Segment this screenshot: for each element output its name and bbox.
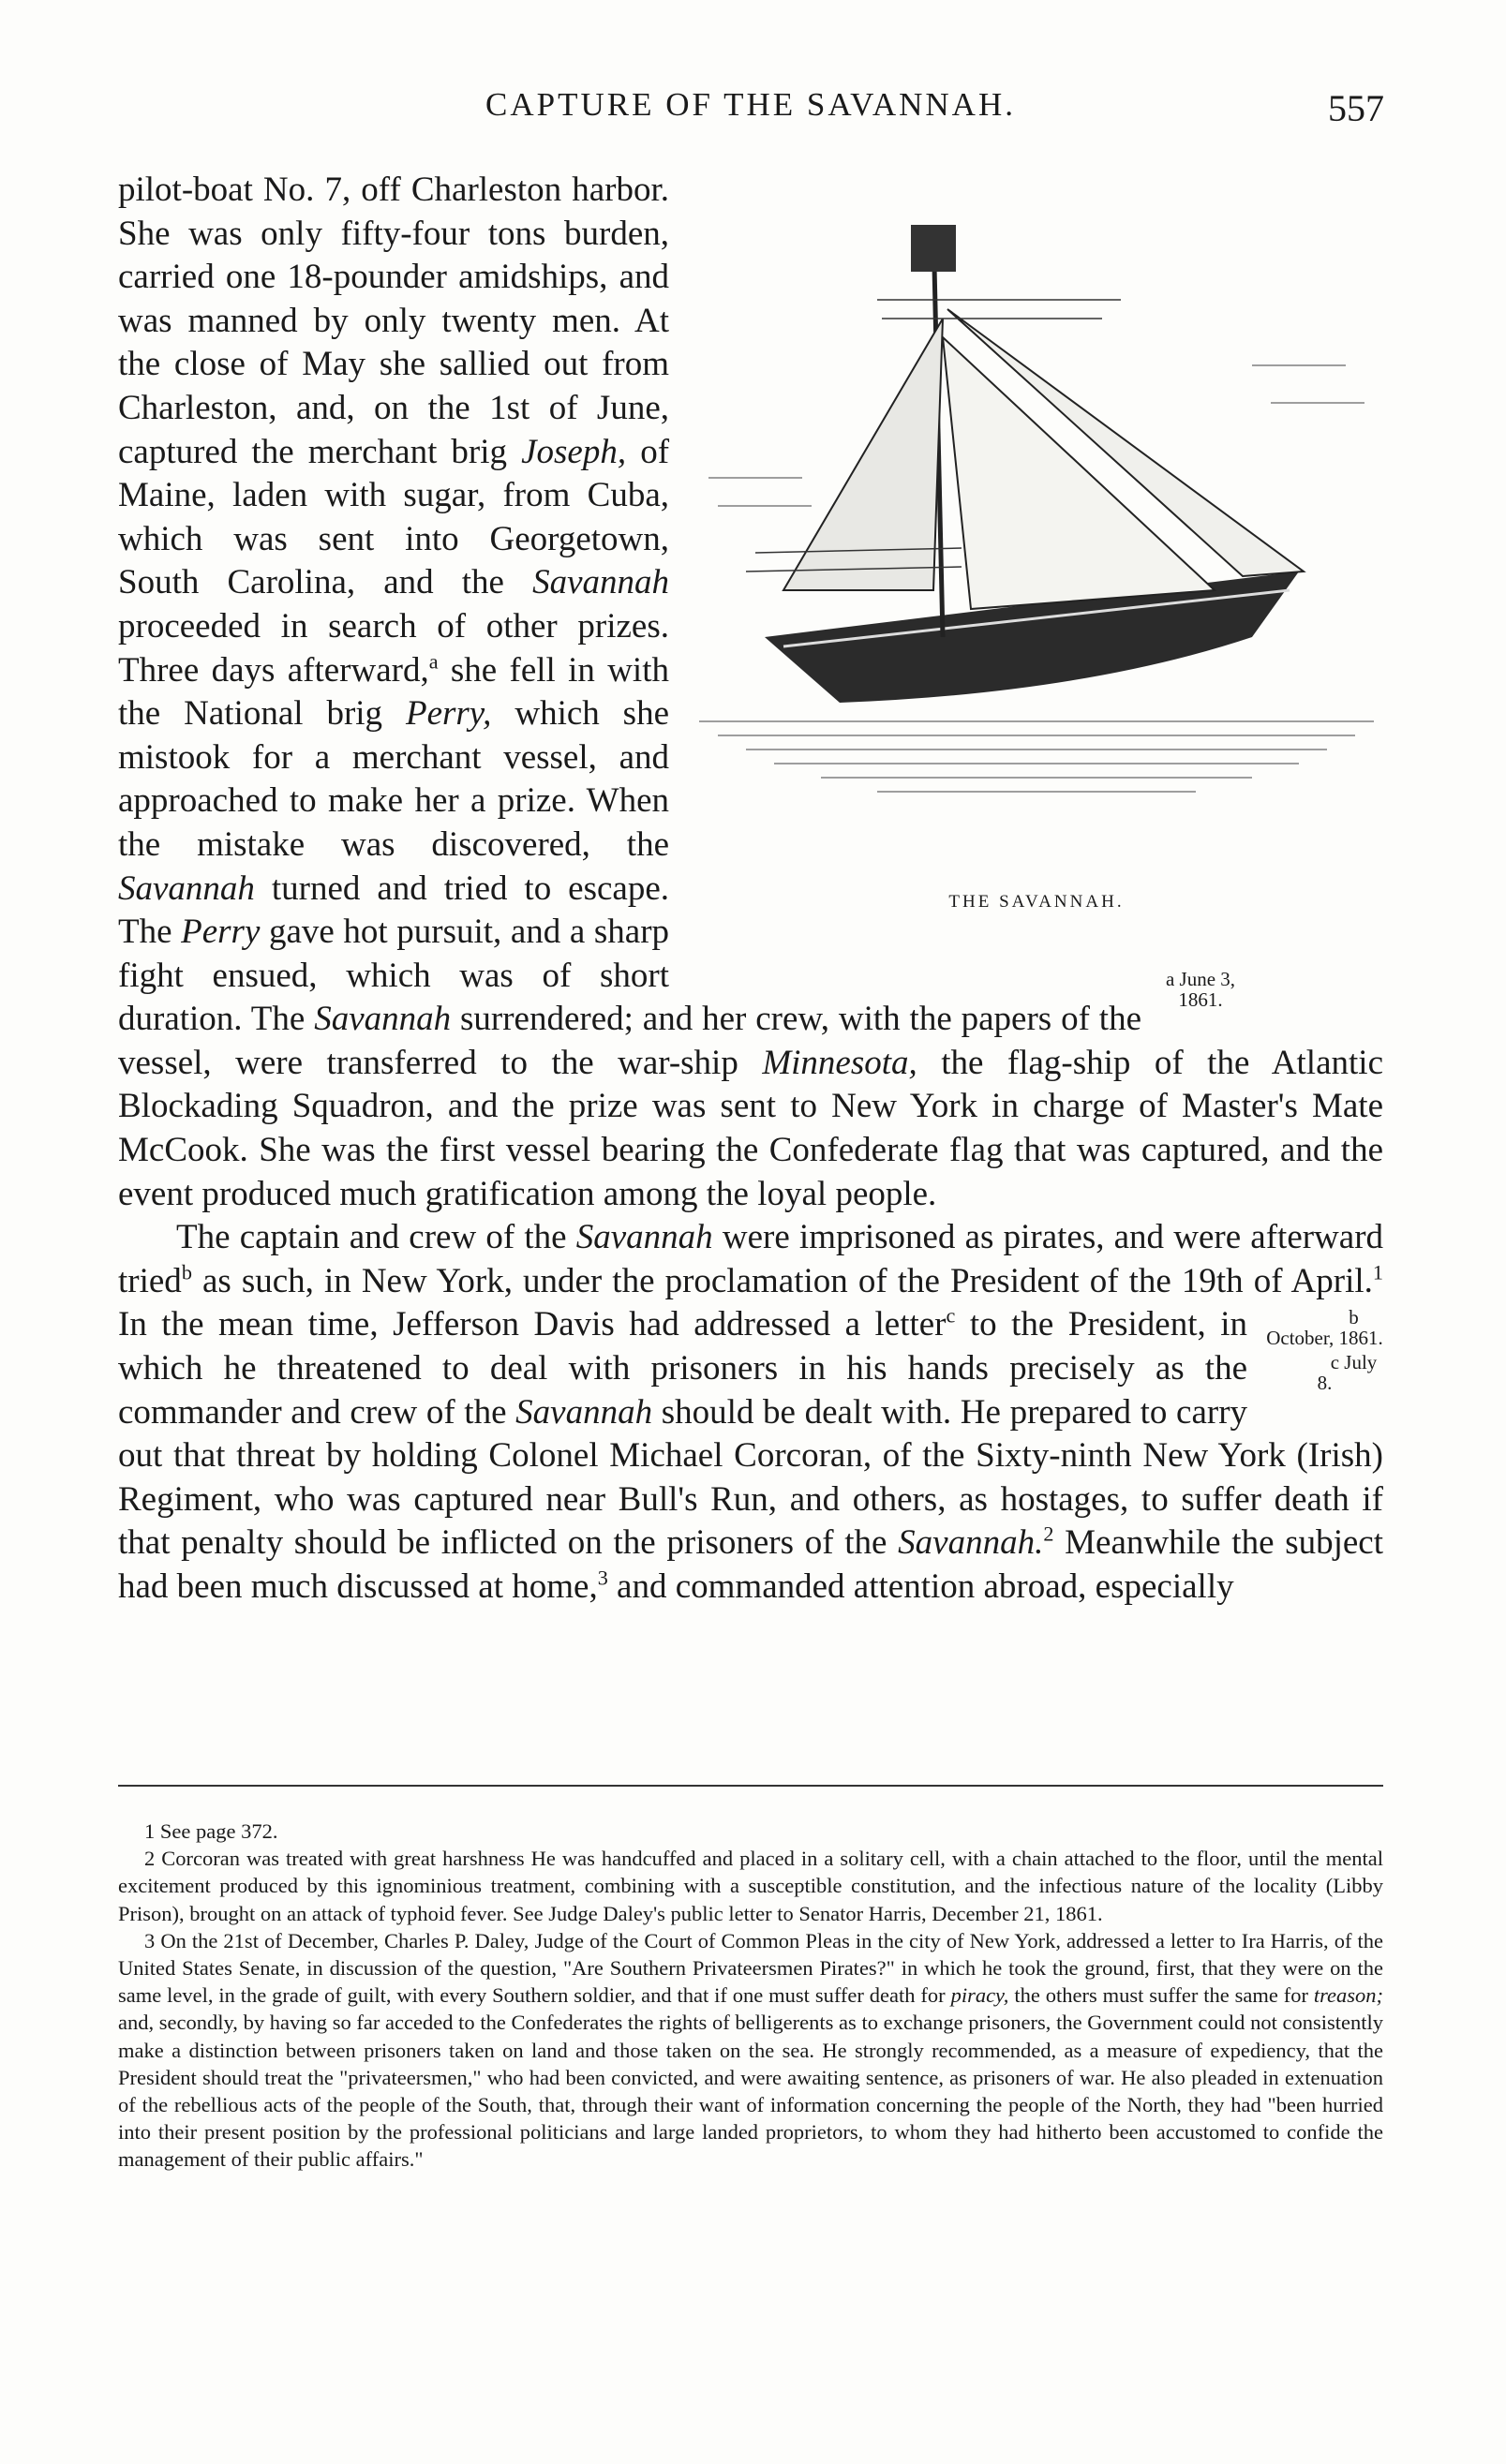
paragraph: The captain and crew of the Savannah were imprisoned as pirates, and were afterward tried$^b$ as such, in New York, under the proclamation of the President of the 19th of April.$^1$ b October, 1861. c July 8. In the mean time, Jefferson Davis had addressed a letter$^c$ to the President, in which he threatened to deal with prisoners in his hands precisely as the commander and crew of the Savannah should be dealt with. He prepared to carry out that threat by holding Colonel Michael Corcoran, of the Sixty-ninth New York (Irish) Regiment, who was captured near Bull's Run, and others, as hostages, to suffer death if that penalty should be inflicted on the prisoners of the Savannah.$^2$ Meanwhile the subject had been much discussed at home,$^3$ and commanded attention abroad, especially xyxy=(118,1218,1384,1606)
figure-caption: THE SAVANNAH. xyxy=(948,892,1125,912)
footnote-3: 3 On the 21st of December, Charles P. Daley, Judge of the Court of Common Pleas in the city of New York, addressed a letter to Ira Harris, of the United States Senate, in discussion of the question, "Are Southern Privateersmen Pirates?" in which he took the ground, first, that they were on the same level, in the grade of guilt, with every Southern soldier, and that if one must suffer death for piracy, the others must suffer the same for treason; and, secondly, by having so far acceded to the Confederates the rights of belligerents as to exchange prisoners, the Government could not consistently make a distinction between prisoners taken on land and those taken on the sea. He strongly recommended, as a measure of expediency, that the President should treat the "privateersmen," who had been convicted, and were awaiting sentence, as prisoners of war. He also pleaded in extenuation of the rebellious acts of the people of the South, that, through their want of information concerning the people of the North, they had "been hurried into their present position by the professional politicians and large landed proprietors, to whom they had hitherto been accustomed to confide the management of their public affairs." xyxy=(118,1928,1384,2172)
margin-note-b: b October, 1861. xyxy=(1266,1306,1383,1350)
running-title: CAPTURE OF THE SAVANNAH. xyxy=(485,86,1016,123)
margin-note-c: c July 8. xyxy=(1317,1351,1378,1395)
ship-illustration xyxy=(690,197,1383,946)
main-text xyxy=(118,169,1383,1610)
page-header xyxy=(117,86,1384,142)
footnote-2: 2 Corcoran was treated with great harshness He was handcuffed and placed in a solitary cell, with a chain attached to the floor, until the mental excitement produced by this ignominious treatment, combining with a susceptible constitution, and the infectious nature of the locality (Libby Prison), brought on an attack of typhoid fever. See Judge Daley's public letter to Senator Harris, December 21, 1861. xyxy=(118,1847,1383,1925)
paragraph: pilot-boat No. 7, off Charleston harbor. She was only fifty-four tons burden, carried one 18-pounder amidships, and was manned by only twenty men. At the close of May she sallied out from Charleston, and, on the 1st of June, captured the merchant brig Joseph, of Maine, laden with sugar, from Cuba, which was sent into Georgetown, South Carolina, and the Savannah proceeded in search of other prizes. Three days afterward,$^a$ a June 3, 1861. she fell in with the National brig Perry, which she mistook for a merchant vessel, and approached to make her a prize. When the mistake was discovered, the Savannah turned and tried to escape. The Perry gave hot pursuit, and a sharp fight ensued, which was of short duration. The Savannah surrendered; and her crew, with the papers of the vessel, were transferred to the war-ship Minnesota, the flag-ship of the Atlantic Blockading Squadron, and the prize was sent to New York in charge of Master's Mate McCook. She was the first vessel bearing the Confederate flag that was captured, and the event produced much gratification among the loyal people. xyxy=(118,171,1383,1213)
page-number: 557 xyxy=(1328,87,1384,129)
margin-note-a: a June 3, 1861. xyxy=(1165,968,1236,1011)
footnote-divider xyxy=(118,1785,1383,1787)
schooner-engraving xyxy=(690,197,1383,871)
footnotes xyxy=(118,1818,1383,2174)
footnote-1: 1 See page 372. xyxy=(144,1819,278,1843)
